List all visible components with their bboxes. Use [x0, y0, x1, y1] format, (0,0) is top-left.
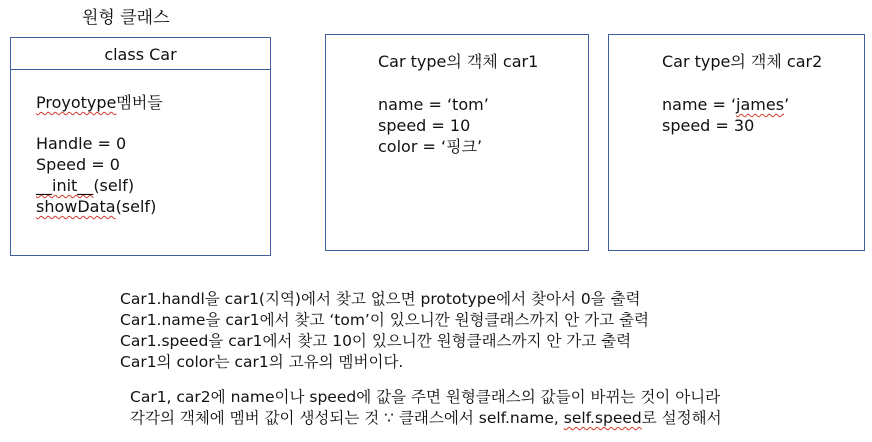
car1-name: name = ‘tom’ [378, 95, 489, 114]
member-showdata [36, 197, 156, 217]
note-line-1: Car1.handl을 car1(지역)에서 찾고 없으면 prototype에서 찾아서 0을 출력 [120, 290, 641, 308]
class-box [10, 37, 271, 256]
showdata-params: (self) [115, 197, 157, 216]
car2-name [662, 95, 789, 115]
class-title-divider [11, 69, 270, 70]
note-line-6 [130, 408, 722, 429]
car2-name-suffix: ’ [784, 95, 790, 114]
note-line-6-sep: , [553, 409, 564, 427]
members-label-suffix: 멤버들 [116, 93, 163, 112]
car1-speed: speed = 10 [378, 116, 471, 135]
car1-title: Car type의 객체 car1 [378, 52, 539, 71]
car2-title: Car type의 객체 car2 [662, 52, 823, 71]
members-label [36, 93, 163, 113]
note-line-3: Car1.speed을 car1에서 찾고 10이 있으니깐 원형클래스까지 안 가고 출력 [120, 332, 632, 350]
init-params: (self) [93, 176, 135, 195]
car2-name-value: james [736, 95, 785, 114]
car2-box [608, 34, 865, 251]
note-line-2: Car1.name을 car1에서 찾고 ‘tom’이 있으니깐 원형클래스까지 안 가고 출력 [120, 311, 650, 329]
member-handle: Handle = 0 [36, 134, 127, 153]
init-name: __init__ [36, 176, 94, 195]
note-line-6-prefix: 각각의 객체에 멤버 값이 생성되는 것 ∵ 클래스에서 [130, 409, 479, 427]
member-init [36, 176, 134, 196]
showdata-name: showData [36, 197, 116, 216]
member-speed: Speed = 0 [36, 155, 120, 174]
class-box-heading: 원형 클래스 [82, 8, 170, 28]
car1-box [325, 34, 589, 251]
members-label-prefix: Proyotype [36, 93, 117, 112]
note-line-6-self-speed: self.speed [563, 409, 642, 427]
car1-color: color = ‘핑크’ [378, 137, 483, 156]
class-title: class Car [104, 45, 177, 64]
car2-name-prefix: name = ‘ [662, 95, 737, 114]
note-line-4: Car1의 color는 car1의 고유의 멤버이다. [120, 353, 404, 371]
note-line-6-self-name: self.name [478, 409, 554, 427]
car2-speed: speed = 30 [662, 116, 755, 135]
note-line-5: Car1, car2에 name이나 speed에 값을 주면 원형클래스의 값들이 바뀌는 것이 아니라 [130, 388, 721, 406]
note-line-6-suffix: 로 설정해서 [641, 409, 722, 427]
